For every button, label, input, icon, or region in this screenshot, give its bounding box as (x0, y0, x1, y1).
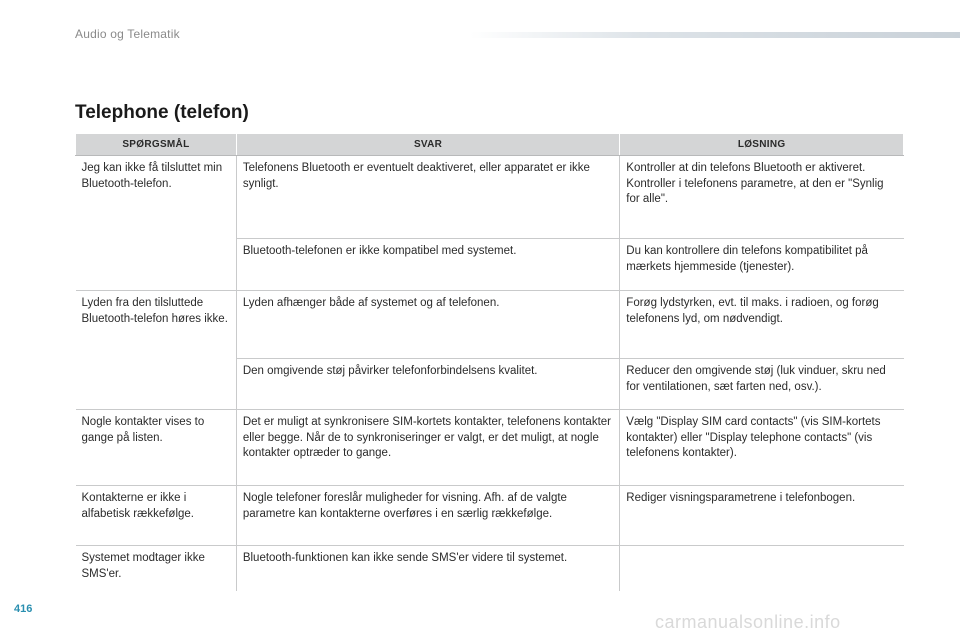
solution-cell: Kontroller at din telefons Bluetooth er aktiveret. Kontroller i telefonens parametre, at den er "Synlig for alle". (620, 156, 904, 239)
question-cell: Kontakterne er ikke i alfabetisk rækkefølge. (76, 486, 237, 546)
table-row (76, 291, 904, 359)
question-cell: Systemet modtager ikke SMS'er. (76, 546, 237, 591)
answer-cell: Lyden afhænger både af systemet og af telefonen. (236, 291, 619, 359)
table-row (76, 156, 904, 239)
question-cell: Nogle kontakter vises to gange på listen. (76, 410, 237, 486)
running-header: Audio og Telematik (75, 27, 180, 41)
solution-cell: Reducer den omgivende støj (luk vinduer, skru ned for ventilationen, sæt farten ned, osv.). (620, 359, 904, 410)
answer-cell: Det er muligt at synkronisere SIM-kortets kontakter, telefonens kontakter eller begge. Når de to synkroniseringer er valgt, er det muligt, at nogle kontakter optræder to gange. (236, 410, 619, 486)
question-cell: Jeg kan ikke få tilsluttet min Bluetooth-telefon. (76, 156, 237, 291)
section-title: Telephone (telefon) (75, 102, 249, 123)
header-rule (470, 32, 960, 38)
column-header-solution: LØSNING (620, 134, 904, 156)
question-cell: Lyden fra den tilsluttede Bluetooth-telefon høres ikke. (76, 291, 237, 410)
page-number: 416 (14, 603, 33, 615)
answer-cell: Telefonens Bluetooth er eventuelt deaktiveret, eller apparatet er ikke synligt. (236, 156, 619, 239)
answer-cell: Nogle telefoner foreslår muligheder for visning. Afh. af de valgte parametre kan kontakterne overføres i en særlig rækkefølge. (236, 486, 619, 546)
answer-cell: Bluetooth-funktionen kan ikke sende SMS'er videre til systemet. (236, 546, 619, 591)
table-header-row (76, 134, 904, 156)
watermark: carmanualsonline.info (655, 612, 841, 632)
table-row (76, 410, 904, 486)
table-row (76, 486, 904, 546)
column-header-answer: SVAR (236, 134, 619, 156)
solution-cell (620, 546, 904, 591)
troubleshooting-table (75, 133, 904, 591)
answer-cell: Bluetooth-telefonen er ikke kompatibel med systemet. (236, 239, 619, 291)
column-header-question: SPØRGSMÅL (76, 134, 237, 156)
answer-cell: Den omgivende støj påvirker telefonforbindelsens kvalitet. (236, 359, 619, 410)
table-row (76, 546, 904, 591)
solution-cell: Du kan kontrollere din telefons kompatibilitet på mærkets hjemmeside (tjenester). (620, 239, 904, 291)
solution-cell: Rediger visningsparametrene i telefonbogen. (620, 486, 904, 546)
solution-cell: Vælg "Display SIM card contacts" (vis SIM-kortets kontakter) eller "Display telephone contacts" (vis telefonens kontakter). (620, 410, 904, 486)
solution-cell: Forøg lydstyrken, evt. til maks. i radioen, og forøg telefonens lyd, om nødvendigt. (620, 291, 904, 359)
